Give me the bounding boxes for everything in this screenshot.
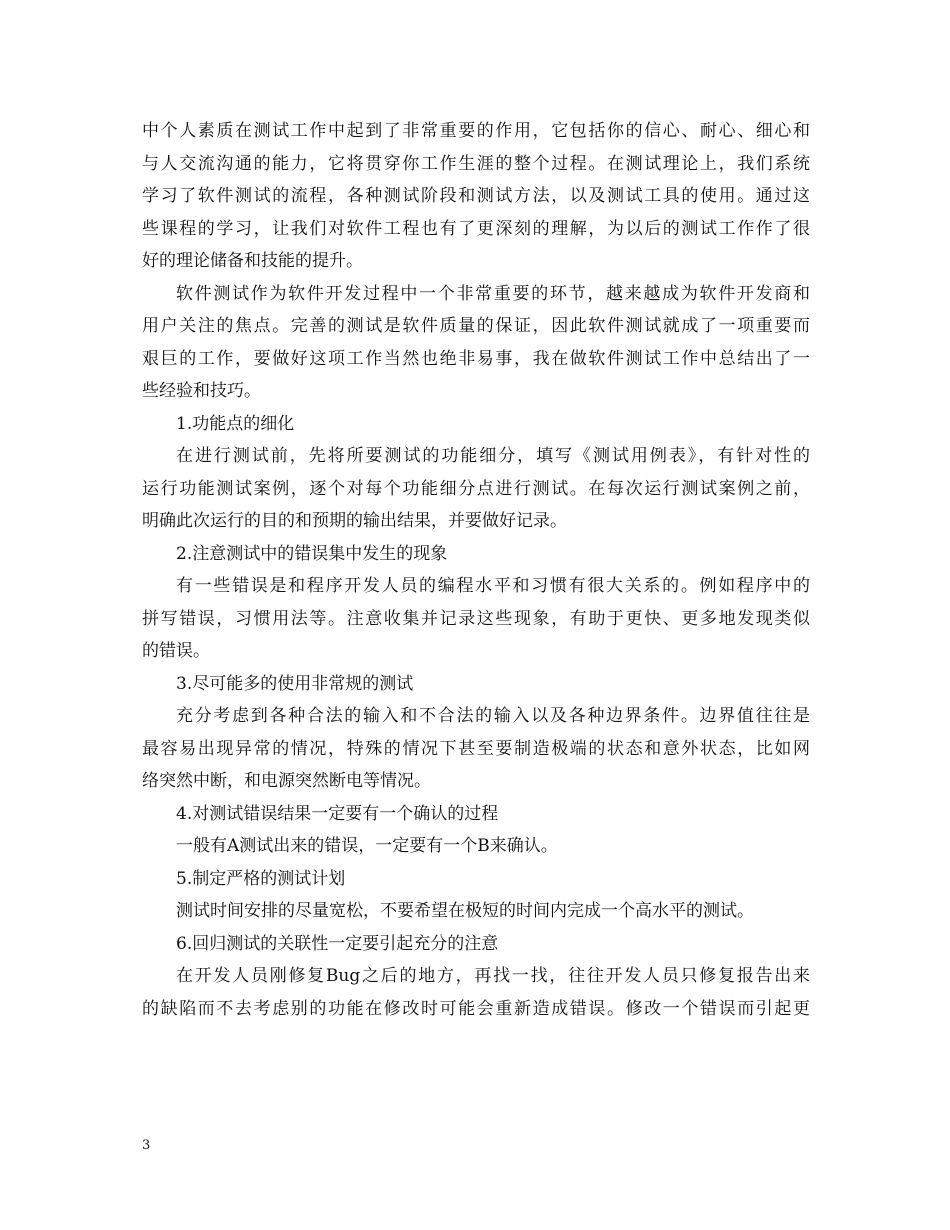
text-line: 在进行测试前，先将所要测试的功能细分，填写《测试用例表》，有针对性的 [176, 446, 810, 466]
text-line: 明确此次运行的目的和预期的输出结果，并要做好记录。 [142, 511, 567, 531]
text-line: 测试时间安排的尽量宽松，不要希望在极短的时间内完成一个高水平的测试。 [176, 901, 754, 921]
text-line: 2.注意测试中的错误集中发生的现象 [176, 543, 448, 564]
text-line: 有一些错误是和程序开发人员的编程水平和习惯有很大关系的。例如程序中的 [176, 576, 810, 596]
text-line: 1.功能点的细化 [176, 413, 295, 434]
text-line: 软件测试作为软件开发过程中一个非常重要的环节，越来越成为软件开发商和 [176, 283, 810, 304]
text-line: 5.制定严格的测试计划 [176, 868, 346, 889]
page-number: 3 [142, 1138, 151, 1153]
text-line: 络突然中断，和电源突然断电等情况。 [142, 771, 431, 791]
text-line: 艰巨的工作，要做好这项工作当然也绝非易事，我在做软件测试工作中总结出了一 [142, 348, 810, 369]
text-line: 的缺陷而不去考虑别的功能在修改时可能会重新造成错误。修改一个错误而引起更 [142, 998, 810, 1019]
document-body [142, 115, 810, 1025]
text-line: 用户关注的焦点。完善的测试是软件质量的保证，因此软件测试就成了一项重要而 [142, 316, 810, 336]
text-line: 的错误。 [142, 641, 210, 661]
text-line: 拼写错误，习惯用法等。注意收集并记录这些现象，有助于更快、更多地发现类似 [142, 608, 810, 629]
text-line: 在开发人员刚修复Bug之后的地方，再找一找，往往开发人员只修复报告出来 [176, 966, 810, 986]
text-line: 6.回归测试的关联性一定要引起充分的注意 [176, 933, 499, 954]
text-line: 学习了软件测试的流程，各种测试阶段和测试方法，以及测试工具的使用。通过这 [142, 186, 810, 206]
text-line: 3.尽可能多的使用非常规的测试 [176, 673, 414, 694]
text-line: 4.对测试错误结果一定要有一个确认的过程 [176, 803, 499, 824]
text-line: 些经验和技巧。 [142, 381, 261, 401]
text-line: 一般有A测试出来的错误，一定要有一个B来确认。 [176, 836, 558, 856]
text-line: 好的理论储备和技能的提升。 [142, 251, 363, 271]
text-line: 运行功能测试案例，逐个对每个功能细分点进行测试。在每次运行测试案例之前， [142, 478, 810, 499]
text-line: 些课程的学习，让我们对软件工程也有了更深刻的理解，为以后的测试工作作了很 [142, 218, 810, 239]
text-line: 中个人素质在测试工作中起到了非常重要的作用，它包括你的信心、耐心、细心和 [142, 121, 810, 141]
text-line: 与人交流沟通的能力，它将贯穿你工作生涯的整个过程。在测试理论上，我们系统 [142, 153, 810, 174]
text-line: 充分考虑到各种合法的输入和不合法的输入以及各种边界条件。边界值往往是 [176, 706, 810, 726]
text-line: 最容易出现异常的情况，特殊的情况下甚至要制造极端的状态和意外状态，比如网 [142, 738, 810, 759]
